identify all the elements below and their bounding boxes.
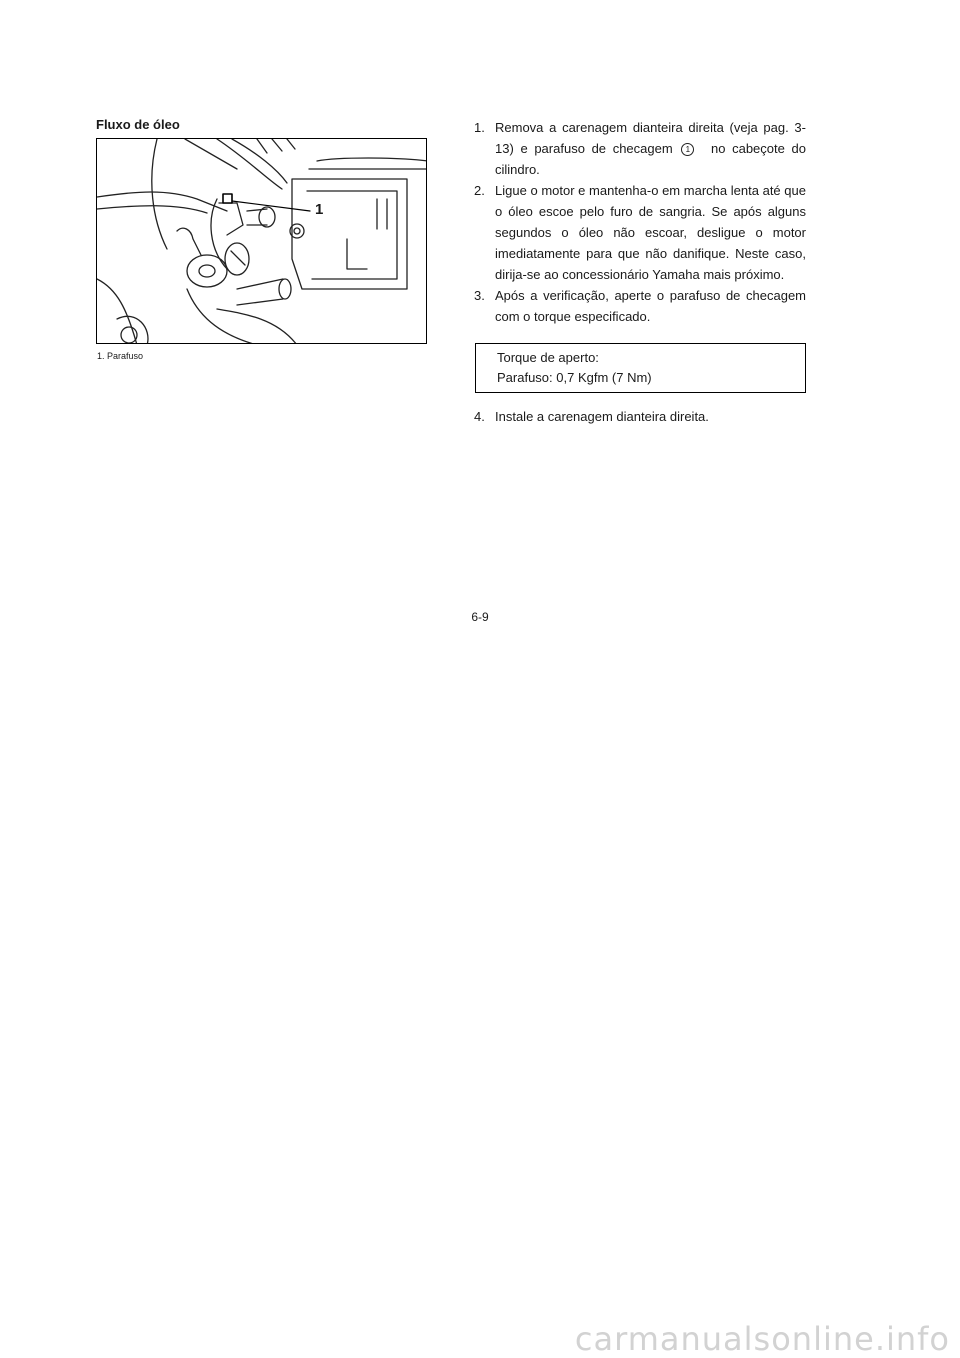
engine-illustration [96,138,427,344]
step-text: Remova a carenagem dianteira direita (veja pag. 3-13) e parafuso de checagem [495,120,806,156]
step-1 [474,117,806,180]
step-text: Ligue o motor e mantenha-o em marcha lenta até que o óleo escoe pelo furo de sangria. Se após alguns segundos o óleo não escoar, desligue o motor imediatamente para que não danifique. Neste caso, dirija-se ao concessionário Yamaha mais próximo. [495,183,806,282]
step-text: Instale a carenagem dianteira direita. [495,409,709,424]
step-text: no cabeçote do cilindro. [495,141,806,177]
page-number: 6-9 [471,610,489,624]
step-4 [474,406,806,427]
callout-label: 1 [315,201,324,218]
step-number: 2. [474,183,485,198]
step-number: 4. [474,409,485,424]
torque-label: Torque de aperto: [497,350,599,365]
watermark: carmanualsonline.info [574,1320,950,1358]
step-text: Após a verificação, aperte o parafuso de checagem com o torque especificado. [495,288,806,324]
torque-value: Parafuso: 0,7 Kgfm (7 Nm) [497,370,652,385]
torque-spec-box [475,343,806,393]
step-number: 3. [474,288,485,303]
step-2 [474,180,806,285]
figure-caption: 1. Parafuso [97,351,144,361]
instruction-steps [474,117,806,327]
step-number: 1. [474,120,485,135]
step-3 [474,285,806,327]
circled-number-1: 1 [681,143,694,156]
section-title: Fluxo de óleo [96,117,180,132]
